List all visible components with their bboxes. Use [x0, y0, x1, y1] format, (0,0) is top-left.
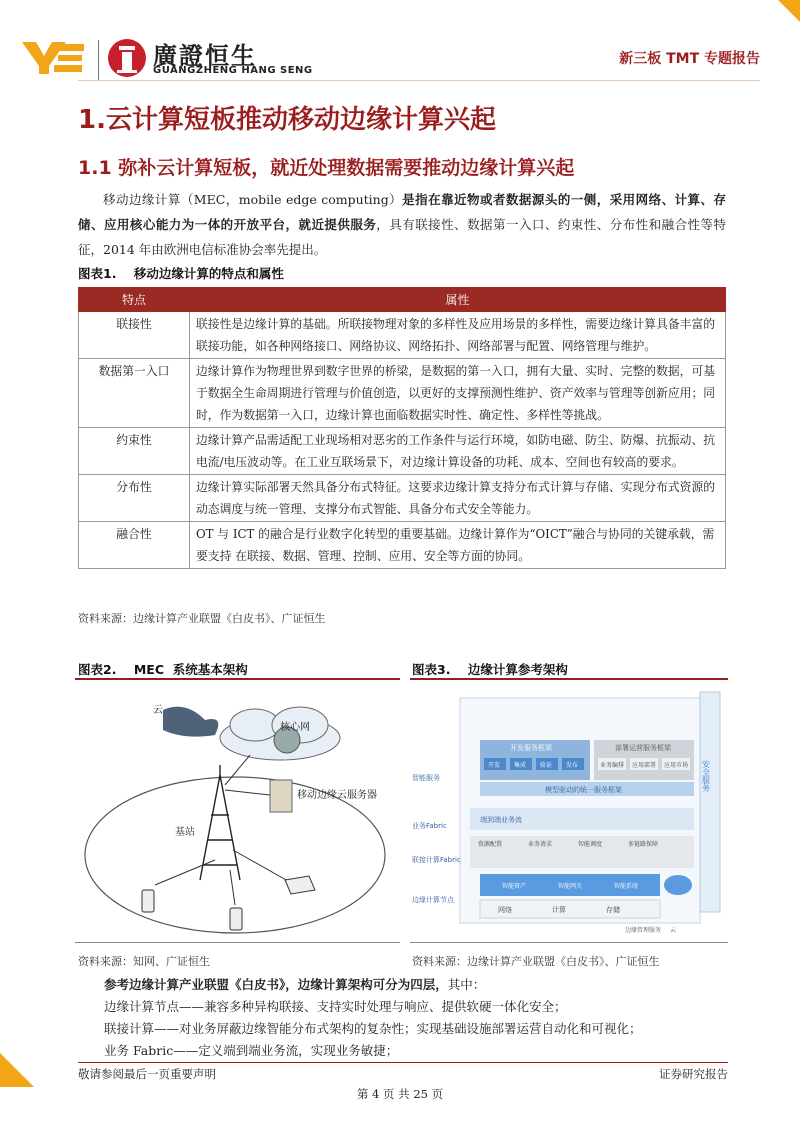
core-network-label: 核心网 — [280, 722, 310, 733]
footer-rule — [78, 1062, 728, 1063]
phone-icon — [230, 908, 242, 930]
table-row — [79, 428, 726, 475]
security-service-label: 安全服务 — [701, 760, 711, 792]
table-cell-feature: 约束性 — [79, 428, 190, 475]
logo-ye — [22, 42, 86, 78]
table-row — [79, 475, 726, 522]
model-framework-label: 模型驱动的统一服务框架 — [545, 786, 622, 794]
table-header-row — [79, 288, 726, 312]
node-item: 智能资产 — [502, 883, 527, 890]
table-cell-attr: 边缘计算产品需适配工业现场相对恶劣的工作条件与运行环境，如防电磁、防尘、防爆、抗振动、抗电流/电压波动等。在工业互联场景下，对边缘计算设备的功耗、成本、空间也有较高的要求。 — [190, 428, 726, 475]
deploy-item: 业务编排 — [600, 762, 625, 769]
dev-item: 发布 — [566, 762, 579, 769]
table-cell-attr: 边缘计算实际部署天然具备分布式特征。这要求边缘计算支持分布式计算与存储、实现分布式资源的动态调度与统一管理、支撑分布式智能、具备分布式安全等能力。 — [190, 475, 726, 522]
mec-architecture-diagram — [75, 680, 400, 942]
intro-paragraph — [78, 187, 726, 262]
node-item: 智能网关 — [558, 883, 583, 890]
table-row — [79, 522, 726, 569]
table-cell-feature: 数据第一入口 — [79, 359, 190, 428]
base-station-label: 基站 — [175, 827, 195, 838]
table-cell-attr: OT 与 ICT 的融合是行业数字化转型的重要基础。边缘计算作为“OICT”融合与协同的关键承载，需要支持 在联接、数据、管理、控制、应用、安全等方面的协同。 — [190, 522, 726, 569]
figure2-title: 图表2. MEC 系统基本架构 — [78, 662, 248, 677]
page-number: 第 4 页 共 25 页 — [356, 1087, 444, 1101]
server-label: 移动边缘云服务器 — [297, 790, 377, 801]
table1-source: 资料来源：边缘计算产业联盟《白皮书》、广证恒生 — [78, 612, 326, 625]
figure2-source: 资料来源：知网、广证恒生 — [78, 955, 210, 968]
layer-smart-label: 智能服务 — [412, 774, 440, 782]
table1-title: 图表1. 移动边缘计算的特点和属性 — [78, 266, 284, 281]
table-cell-feature: 分布性 — [79, 475, 190, 522]
layer-fabric-label: 业务Fabric — [412, 822, 447, 830]
server-icon — [270, 780, 292, 812]
corner-decoration — [778, 0, 800, 22]
figure2-frame — [75, 678, 400, 943]
infra-item: 存储 — [606, 906, 620, 914]
logo-emblem — [107, 36, 147, 84]
brand-name-cn: 廣證恒生 — [153, 42, 257, 70]
connect-item: 智能调度 — [578, 841, 603, 848]
cloud-icon — [220, 707, 340, 760]
mgmt-label: 边缘管理服务 — [625, 927, 662, 934]
figure3-frame — [410, 678, 728, 943]
report-type: 新三板 TMT 专题报告 — [619, 51, 760, 67]
infra-item: 计算 — [552, 906, 566, 914]
table-cell-feature: 联接性 — [79, 312, 190, 359]
list-item: 联接计算——对业务屏蔽边缘智能分布式架构的复杂性；实现基础设施部署运营自动化和可视化； — [104, 1021, 642, 1036]
cloud-icon — [664, 875, 692, 895]
subsection-title: 1.1 弥补云计算短板，就近处理数据需要推动边缘计算兴起 — [78, 157, 575, 179]
edge-reference-architecture-diagram — [410, 680, 728, 942]
layer-node-label: 边缘计算节点 — [412, 896, 454, 904]
table-cell-attr: 联接性是边缘计算的基础。所联接物理对象的多样性及应用场景的多样性，需要边缘计算具备丰富的联接功能，如各种网络接口、网络协议、网络拓扑、网络部署与配置、网络管理与维护。 — [190, 312, 726, 359]
footer-report-type: 证券研究报告 — [659, 1067, 728, 1081]
brand-name-en: GUANGZHENG HANG SENG — [153, 65, 313, 76]
fabric-label: 端到端业务流 — [480, 816, 522, 824]
figure3-title: 图表3. 边缘计算参考架构 — [412, 662, 568, 677]
infra-item: 网络 — [498, 906, 512, 914]
body-lead-normal: 其中： — [447, 977, 486, 992]
deploy-framework-label: 部署运营服务框架 — [615, 744, 671, 752]
connect-item: 业务请求 — [528, 841, 553, 848]
laptop-icon — [285, 876, 315, 894]
table-cell-feature: 融合性 — [79, 522, 190, 569]
cloud-dark-icon — [163, 707, 218, 737]
dev-item: 验证 — [540, 762, 553, 769]
features-table — [78, 287, 726, 569]
table-row — [79, 312, 726, 359]
connect-item: 资源配置 — [478, 841, 503, 848]
cloud-label: 云 — [153, 705, 163, 716]
table-header-feature: 特点 — [79, 288, 190, 312]
section-title: 1.云计算短板推动移动边缘计算兴起 — [78, 105, 496, 135]
deploy-item: 应用部署 — [632, 762, 657, 769]
base-station-icon — [200, 765, 240, 880]
connect-item: 多链路保障 — [628, 841, 659, 848]
dev-item: 集成 — [514, 762, 527, 769]
intro-text-bold: 是指在靠近物或者数据源头的一侧，采用网络、计算、存储、应用核心能力为一体的开放平台，就近提供服务 — [78, 192, 726, 232]
logo-divider — [98, 40, 99, 80]
table-header-attr: 属性 — [190, 288, 726, 312]
dev-item: 开发 — [488, 762, 501, 769]
footer-disclaimer: 敬请参阅最后一页重要声明 — [78, 1067, 216, 1081]
dev-framework-label: 开发服务框架 — [510, 744, 552, 752]
node-item: 智能系统 — [614, 883, 639, 890]
intro-text-2: ，具有联接性、数据第一入口、约束性、分布性和融合性等特征，2014 年由欧洲电信标准协会率先提出。 — [78, 217, 726, 257]
table-row — [79, 359, 726, 428]
list-item: 边缘计算节点——兼容多种异构联接、支持实时处理与响应、提供软硬一体化安全； — [104, 999, 567, 1014]
cloud-small-label: 云 — [670, 927, 677, 934]
layer-connect-label: 联接计算Fabric — [412, 856, 461, 864]
phone-icon — [142, 890, 154, 912]
list-item: 业务 Fabric——定义端到端业务流，实现业务敏捷； — [104, 1043, 399, 1058]
deploy-item: 应用市场 — [664, 762, 689, 769]
figure3-source: 资料来源：边缘计算产业联盟《白皮书》、广证恒生 — [412, 955, 660, 968]
body-lead — [104, 975, 485, 993]
corner-decoration — [0, 1053, 34, 1087]
intro-text-1: 移动边缘计算（MEC，mobile edge computing） — [103, 192, 403, 207]
header-rule — [78, 80, 760, 81]
body-lead-bold: 参考边缘计算产业联盟《白皮书》，边缘计算架构可分为四层， — [104, 977, 448, 992]
table-cell-attr: 边缘计算作为物理世界到数字世界的桥梁，是数据的第一入口，拥有大量、实时、完整的数据，可基于数据全生命周期进行管理与价值创造，以更好的支撑预测性维护、资产效率与管理等创新应用；同时，作为数据第一入口，边缘计算也面临数据实时性、确定性、多样性等挑战。 — [190, 359, 726, 428]
